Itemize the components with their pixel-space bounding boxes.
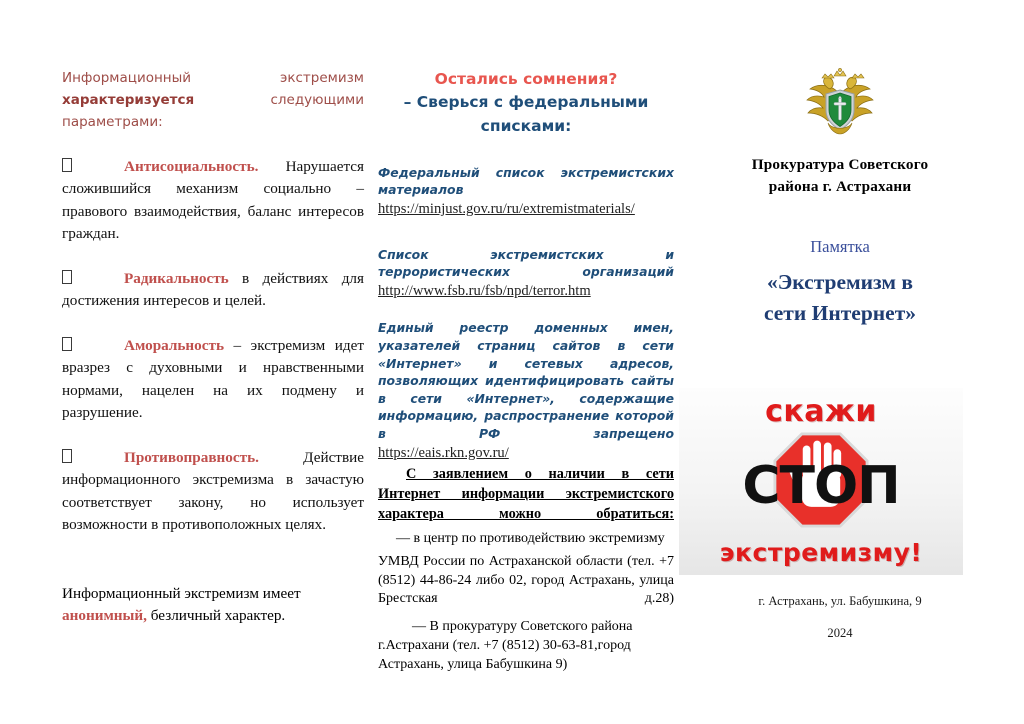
stop-extremism-poster	[679, 388, 963, 575]
footer-year: 2024	[827, 626, 853, 640]
parameter-text: Действие информационного экстремизма в зачастую соответствует закону, но использует возможности в противоположных целях.	[62, 448, 364, 534]
appeal-label: В прокуратуру Советского района г.Астрахани (тел. +7 (8512) 30-63-81,город Астрахань, улица Бабушкина 9)	[378, 618, 633, 673]
organization-line1: Прокуратура Советского	[751, 156, 929, 173]
right-column	[690, 0, 990, 329]
anon-highlight: анонимный,	[62, 607, 147, 625]
appeal-label: в центр по противодействию экстремизму	[413, 531, 665, 547]
parameter-item	[62, 156, 364, 246]
appeal-dash-icon: —	[396, 531, 410, 547]
appeal-heading: С заявлением о наличии в сети Интернет информации экстремистского характера можно обратиться:	[378, 466, 674, 522]
poster-stop-word: СТОП	[742, 456, 900, 516]
anon-part1: Информационный экстремизм имеет	[62, 584, 301, 602]
parameter-text: Нарушается сложившийся механизм социально – правового взаимодействия, баланс интересов граждан.	[62, 157, 364, 243]
reference-link[interactable]: https://minjust.gov.ru/ru/extremistmaterials/	[378, 200, 635, 217]
heading-answer-line1: – Сверься с федеральными	[403, 93, 649, 112]
reference-item	[378, 246, 674, 302]
lead-part3: следующими	[194, 91, 364, 108]
heading-question: Остались сомнения?	[434, 70, 618, 88]
anonymous-note	[62, 583, 364, 629]
poster-word-top: скажи	[765, 394, 877, 429]
parameter-item	[62, 447, 364, 537]
reference-name: Единый реестр доменных имен, указателей страниц сайтов в сети «Интернет» и сетевых адресов, позволяющих идентифицировать сайты в сети «Интернет», содержащие информацию, распространение которой в РФ запрещено	[378, 320, 674, 441]
parameter-text: – экстремизм идет вразрез с духовными и нравственными нормами, нацелен на их подмену и разрушение.	[62, 336, 364, 422]
lead-bold: характеризуется	[62, 91, 195, 108]
parameter-term: Антисоциальность.	[124, 157, 259, 175]
heading-answer-line2: списками:	[480, 116, 572, 135]
tofu-bullet-icon	[62, 158, 72, 172]
reference-item	[378, 319, 674, 463]
lead-paragraph	[62, 68, 364, 134]
middle-column	[378, 0, 674, 674]
parameter-item	[62, 335, 364, 425]
organization-name	[690, 154, 990, 198]
appeal-item	[378, 617, 674, 675]
poster-word-bottom: экстремизму!	[719, 538, 923, 567]
parameter-item	[62, 268, 364, 313]
organization-line2: района г. Астрахани	[768, 178, 912, 196]
prosecutor-eagle-emblem-icon	[798, 68, 882, 140]
lead-part4: параметрами:	[62, 113, 163, 130]
emblem-container	[690, 68, 990, 140]
tofu-bullet-icon	[62, 337, 72, 351]
parameter-term: Радикальность	[124, 269, 229, 287]
memo-kind-label: Памятка	[810, 237, 870, 257]
memo-title	[690, 267, 990, 329]
parameter-term: Противоправность.	[124, 448, 259, 466]
appeal-body: УМВД России по Астраханской области (тел. +7 (8512) 44-86-24 либо 02, город Астрахань, улица Брестская д.28)	[378, 554, 674, 607]
appeal-dash-icon: —	[412, 618, 426, 634]
left-column	[62, 0, 364, 628]
reference-link[interactable]: https://eais.rkn.gov.ru/	[378, 444, 509, 461]
footer-address: г. Астрахань, ул. Бабушкина, 9	[758, 594, 922, 608]
memo-title-line1: «Экстремизм в	[766, 269, 914, 294]
parameter-text: в действиях для достижения интересов и целей.	[62, 269, 364, 310]
memo-title-line2: сети Интернет»	[763, 300, 917, 325]
appeal-item	[378, 529, 674, 549]
parameter-term: Аморальность	[124, 336, 225, 354]
reference-name: Федеральный список экстремистских материалов	[378, 164, 674, 198]
anon-part2: безличный характер.	[146, 607, 286, 625]
reference-link[interactable]: http://www.fsb.ru/fsb/npd/terror.htm	[378, 282, 591, 299]
reference-item	[378, 164, 674, 220]
tofu-bullet-icon	[62, 449, 72, 463]
lead-part1: Информационный экстремизм	[62, 70, 364, 86]
middle-heading	[378, 68, 674, 138]
tofu-bullet-icon	[62, 270, 72, 284]
reference-name: Список экстремистских и террористических организаций	[378, 246, 674, 280]
